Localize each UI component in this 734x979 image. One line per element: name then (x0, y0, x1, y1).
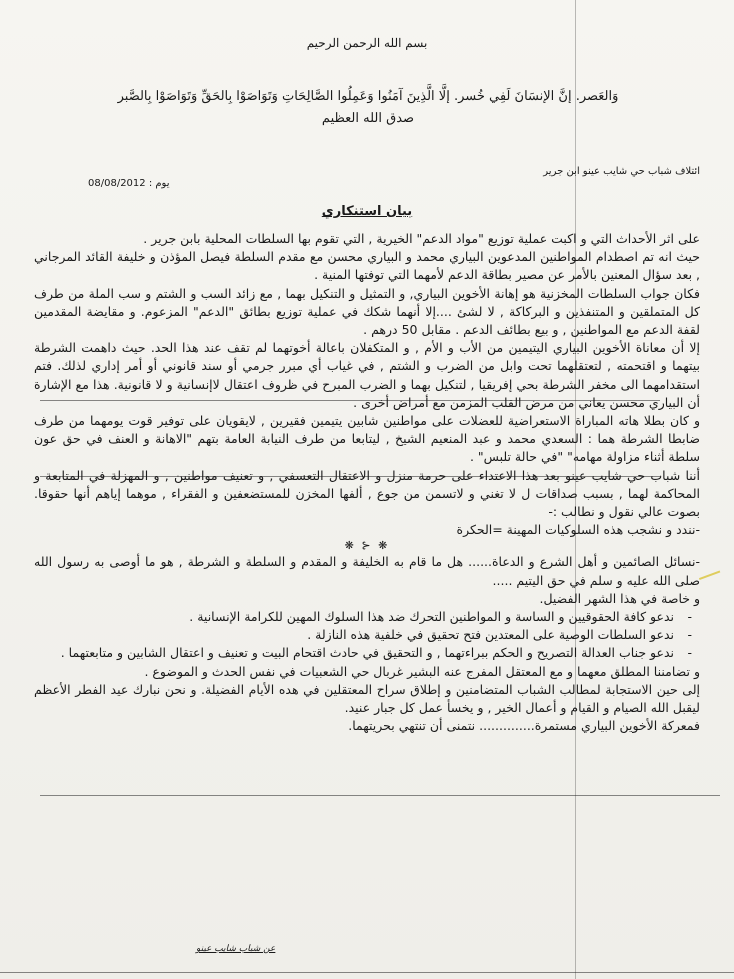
paragraph: حيث انه تم اصطدام المواطنين المدعوين البياري محمد و البياري محسن مع مقدم السلطة فيصل المؤذن و خليفة القائد المرجاني , بعد سؤال المعنين بالأمر عن مصير بطاقة الدعم لأمهما التي توفتها المنية . (34, 249, 700, 283)
signature: عن شباب شايب عينو (196, 944, 276, 954)
highlighter-mark (699, 571, 723, 588)
paragraph: على اثر الأحداث التي و اكبت عملية توزيع "مواد الدعم" الخيرية , التي تقوم بها السلطات المحلية بابن جرير . (143, 231, 700, 246)
paragraph: إلا أن معاناة الأخوين البياري اليتيمين من الأب و الأم , و المتكفلان باعالة أخوتهما لم تقف عند هذا الحد. حيث داهمت الشرطة بيتهما و اقتحمته , لتعتقلهما تحت وابل من الضرب و الشتم , في غياب أي مبرر جرمي أو سند قانوني أو أمر إداري لذلك. فتم استقدامهما الى مخفر الشرطة بحي إفريقيا , لتنكيل بهما و الضرب المبرح في ظروف اعتقال لاإنسانية و لا قانونية. هذا مع الإشارة أن البياري محسن يعاني من مرض القلب المزمن مع أمراض أخرى . (34, 340, 700, 410)
document-title: بيان استنكاري (321, 204, 413, 219)
document-date: يوم : 08/08/2012 (88, 178, 170, 189)
closing-paragraph: إلى حين الاستجابة لمطالب الشباب المتضامنين و إطلاق سراح المعتقلين في هده الأيام الفضيلة. و نحن نبارك عيد الفطر الأعظم ليقبل الله الصيام و القيام و أعمال الخير , و يخسأ عمل كل جبار عنيد. (34, 681, 700, 716)
quran-verse (28, 86, 708, 130)
closing-paragraph: و تضامننا المطلق معهما و مع المعتقل المفرج عنه البشير غربال حي الشعبيات في نفس الحدث و الموضوع . (144, 663, 700, 679)
paragraph: فكان جواب السلطات المخزنية هو إهانة الأخوين البياري, و التمثيل و التنكيل بهما , مع زائد السب و الشتم و سب الملة من طرف كل المتملقين و المتنفذين و البركاكة , لا لشئ ....إلا أنهما شكك في عملية توزيع بطائق "الدعم" المزعوم. و مقايضة المقدمين لقفة الدعم مع المواطنين , و بيع بطائف الدعم . مقابل 50 درهم . (34, 285, 700, 338)
paragraph: -نندد و نشجب هذه السلوكيات المهينة =الحكرة (456, 522, 700, 538)
demands-list (34, 608, 700, 663)
demand-item: - ندعو السلطات الوصية على المعتدين فتح تحقيق في خلفية هذه النازلة . (34, 626, 674, 644)
organization-name: ائتلاف شباب حي شايب عينو ابن جرير (543, 166, 700, 177)
verse-text: وَالعَصر. إنَّ الإنسَانَ لَفِي خُسر. إلَّا الَّذِينَ آمَنُوا وَعَمِلُوا الصَّالِحَاتِ وَتَوَاصَوْا بِالحَقِّ وَتَوَاصَوْا بِالصَّبر (117, 89, 619, 104)
verse-closing: صدق الله العظيم (321, 111, 415, 126)
paragraph: و خاصة في هذا الشهر الفضيل. (539, 590, 700, 606)
demand-item: - ندعو جناب العدالة التصريح و الحكم ببراءتهما , و التحقيق في حادث اقتحام البيت و تعنيف و اعتقال الشابين و متابعتهما . (34, 644, 674, 662)
closing-paragraph: فمعركة الأخوين البياري مستمرة.............. نتمنى أن تنتهي بحريتهما. (348, 718, 700, 734)
demand-item: - ندعو كافة الحقوقيين و الساسة و المواطنين التحرك ضد هذا السلوك المهين للكرامة الإنسانية . (34, 608, 674, 626)
ornament-divider: ❋ ⊰ ❋ (344, 539, 390, 553)
statement-body (34, 230, 700, 735)
basmala: بسم الله الرحمن الرحيم (306, 36, 428, 50)
scan-line (40, 795, 720, 796)
paragraph: -نسائل الصائمين و أهل الشرع و الدعاة...... هل ما قام به الخليفة و المقدم و السلطة و الشرطة , هو ما أوصى به رسول الله صلى الله عليه و سلم في حق اليتيم ..... (34, 554, 700, 588)
scan-line (0, 972, 734, 973)
paragraph: و كان بطلا هاته المباراة الاستعراضية للعضلات على مواطنين شابين يتيمين فقيرين , لايقويان على توفير قوت يومهما من طرف ضابطا الشرطة هما : السعدي محمد و عبد المنعيم الشيخ , ليتابعا من طرف النيابة العامة بتهم "الاهانة و العنف في حق عون سلطة أثناء مزاولة مهامه" "في حالة تلبس" . (34, 413, 700, 465)
paragraph: أننا شباب حي شايب عينو بعد هذا الاعتداء على حرمة منزل و الاعتقال التعسفي , و تعنيف مواطنين , و المهزلة في المتابعة و المحاكمة لهما , بسبب صداقات ل لا تغني و لاتسمن من جوع , ألفها المخزن للمستضعفين و الفقراء , موهما إياهم أنها حقوقا. بصوت عالي نقول و نطالب :- (34, 467, 700, 520)
